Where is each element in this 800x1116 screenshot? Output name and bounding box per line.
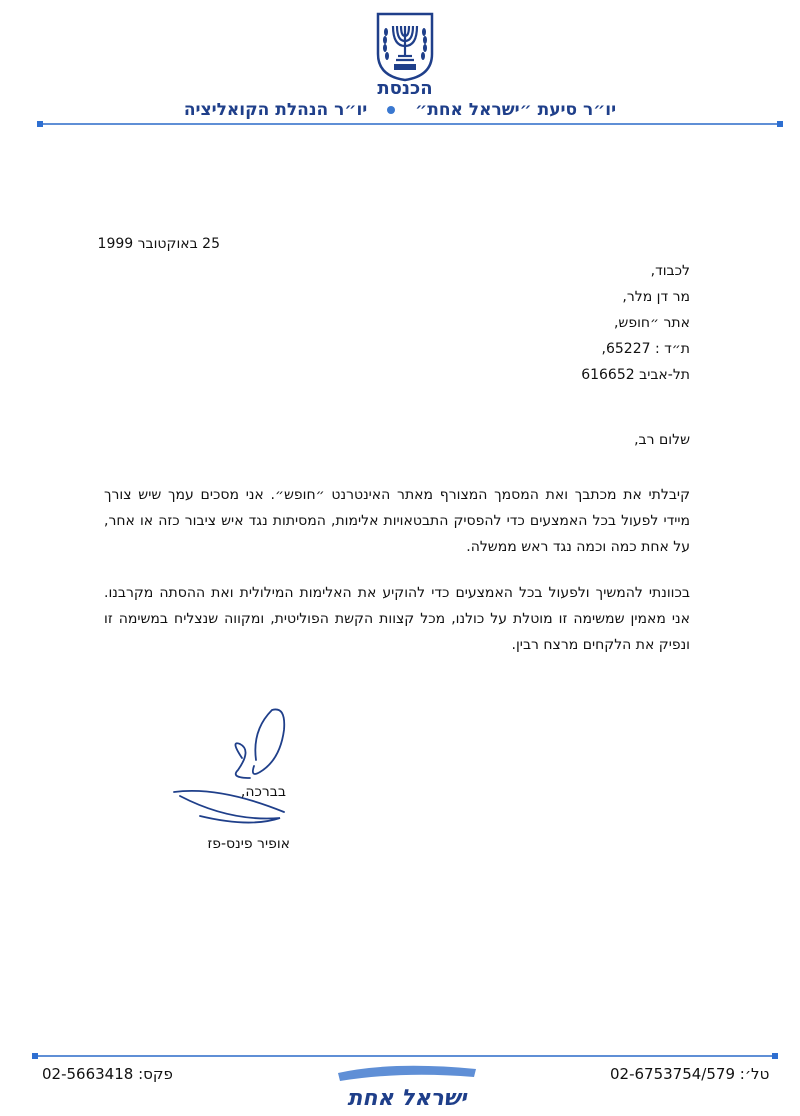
role-faction-chair: יו״ר סיעת ״ישראל אחת״ <box>415 100 617 120</box>
phone-number: טל׳: 02-6753754/579 <box>610 1065 770 1083</box>
recipient-line: אתר ״חופש, <box>613 315 690 331</box>
party-logo <box>332 1055 482 1115</box>
greeting: שלום רב, <box>634 432 690 448</box>
footer <box>0 1045 800 1116</box>
recipient-line: ת״ד : 65227, <box>601 341 690 357</box>
body-paragraph: קיבלתי את מכתבך ואת המסמך המצורף מאתר האינטרנט ״חופש״. אני מסכים עמך שיש צורך מיידי לפעול בכל האמצעים כדי להפסיק התבטאויות אלימות, המסיתות נגד איש ציבור כזה או אחר, על אחת כמה וכמה נגד ראש ממשלה. <box>104 487 690 555</box>
menorah-emblem-icon <box>372 10 438 82</box>
letter-date: 25 באוקטובר 1999 <box>97 236 220 252</box>
recipient-line: מר דן מלר, <box>622 289 690 305</box>
recipient-line: לכבוד, <box>650 263 690 279</box>
handwritten-signature <box>160 700 310 830</box>
institution-name: הכנסת <box>377 78 433 99</box>
header-rule-end-right <box>777 121 783 127</box>
signer-name: אופיר פינס-פז <box>207 836 290 852</box>
recipient-address <box>390 258 690 388</box>
fax-number: פקס: 02-5663418 <box>42 1065 173 1083</box>
role-coalition-chair: יו״ר הנהלת הקואליציה <box>183 100 368 120</box>
footer-rule-end-right <box>772 1053 778 1059</box>
body-paragraph: בכוונתי להמשיך ולפעול בכל האמצעים כדי להוקיע את האלימות המילולית ואת ההסתה מקרבנו. אני מאמין שמשימה זו מוטלת על כולנו, מכל קצוות הקשת הפוליטית, ומקווה שנצליח במשימה זו ונפיק את הלקחים מרצח רבין. <box>104 585 690 653</box>
header-rule-end-left <box>37 121 43 127</box>
recipient-line: תל-אביב 616652 <box>581 367 690 383</box>
separator-dot <box>387 106 395 114</box>
header-rule <box>40 123 780 125</box>
footer-rule-end-left <box>32 1053 38 1059</box>
letterhead <box>0 0 800 135</box>
closing-salutation: בברכה, <box>240 784 286 800</box>
svg-text:ישראל אחת: ישראל אחת <box>347 1086 467 1111</box>
